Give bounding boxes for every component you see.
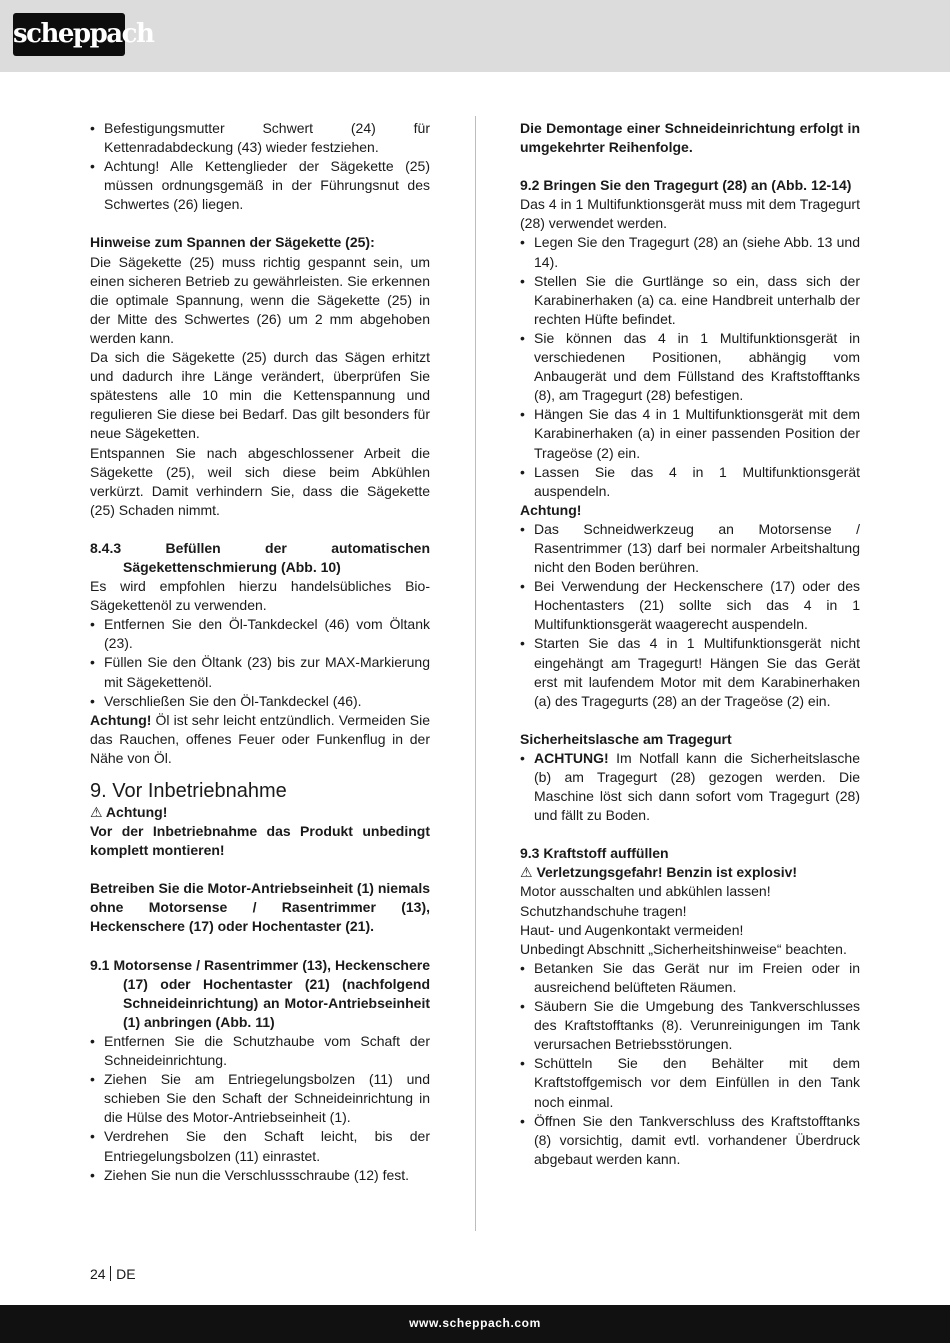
bottom-bar [0, 1305, 950, 1343]
fuel-bullet-list [520, 959, 860, 1169]
chapter-heading-9: 9. Vor Inbetriebnahme [90, 780, 287, 802]
paragraph: Unbedingt Abschnitt „Sicherheitshinweise“ beachten. [520, 940, 847, 957]
section-heading-9-2: 9.2 Bringen Sie den Tragegurt (28) an (Abb. 12-14) [520, 177, 852, 194]
list-item: • Lassen Sie das 4 in 1 Multifunktionsgerät auspendeln. [520, 463, 860, 501]
column-divider [475, 116, 476, 1231]
paragraph: Schutzhandschuhe tragen! [520, 902, 687, 919]
section-heading-8-4-3: 8.4.3 Befüllen der automatischen Sägekettenschmierung (Abb. 10) [90, 539, 430, 575]
brand-logo: scheppach [13, 13, 125, 56]
list-item: • Legen Sie den Tragegurt (28) an (siehe Abb. 13 und 14). [520, 233, 860, 271]
list-item: • Entfernen Sie die Schutzhaube vom Schaft der Schneideinrichtung. [90, 1032, 430, 1070]
footer-separator [110, 1266, 112, 1281]
list-item: • Säubern Sie die Umgebung des Tankverschlusses des Kraftstofftanks (8). Verunreinigungen im Tank verursachen Betriebsstörungen. [520, 997, 860, 1054]
list-item: • Verdrehen Sie den Schaft leicht, bis der Entriegelungsbolzen (11) einrastet. [90, 1127, 430, 1165]
mount-bullet-list [90, 1032, 430, 1185]
list-item: • Sie können das 4 in 1 Multifunktionsgerät in verschiedenen Positionen, abhängig vom Anbaugerät und dem Füllstand des Kraftstofftanks (8), am Tragegurt (28) befestigen. [520, 329, 860, 405]
list-item: • Ziehen Sie nun die Verschlussschraube (12) fest. [90, 1166, 430, 1185]
list-item: • Entfernen Sie den Öl-Tankdeckel (46) vom Öltank (23). [90, 615, 430, 653]
warning-heading: ⚠ Achtung! [90, 804, 168, 820]
list-item: • Das Schneidwerkzeug an Motorsense / Rasentrimmer (13) darf bei normaler Arbeitshaltung nicht den Boden berühren. [520, 520, 860, 577]
list-item: • Hängen Sie das 4 in 1 Multifunktionsgerät mit dem Karabinerhaken (a) in einer passenden Position der Trageöse (2) ein. [520, 405, 860, 462]
list-item: • Achtung! Alle Kettenglieder der Sägekette (25) müssen ordnungsgemäß in der Führungsnut des Schwertes (26) liegen. [90, 157, 430, 214]
attention-label: Achtung! [520, 501, 582, 518]
warning-heading: ⚠ Verletzungsgefahr! Benzin ist explosiv! [520, 864, 798, 881]
paragraph: Haut- und Augenkontakt vermeiden! [520, 921, 744, 938]
list-item: • Betanken Sie das Gerät nur im Freien oder in ausreichend belüfteten Räumen. [520, 959, 860, 997]
warning-triangle-icon: ⚠ [90, 804, 103, 820]
list-item: • Stellen Sie die Gurtlänge so ein, dass sich der Karabinerhaken (a) ca. eine Handbreit unterhalb der rechten Hüfte befindet. [520, 272, 860, 329]
list-item: • Ziehen Sie am Entriegelungsbolzen (11) und schieben Sie den Schaft der Schneideinrichtung in die Hülse des Motor-Antriebseinheit (1). [90, 1070, 430, 1127]
header-bar [0, 0, 950, 72]
bold-paragraph: Betreiben Sie die Motor-Antriebseinheit (1) niemals ohne Motorsense / Rasentrimmer (13), Heckenschere (17) oder Hochentaster (21). [90, 880, 430, 935]
warning-paragraph: Vor der Inbetriebnahme das Produkt unbedingt komplett montieren! [90, 823, 430, 859]
section-heading-9-1: 9.1 Motorsense / Rasentrimmer (13), Heckenschere (17) oder Hochentaster (21) (nachfolgend Schneideinrichtung) an Motor-Antriebseinheit (1) anbringen (Abb. 11) [90, 956, 430, 1030]
right-column [520, 119, 860, 1169]
list-item: • Schütteln Sie den Behälter mit dem Kraftstoffgemisch vor dem Einfüllen in den Tank noch einmal. [520, 1054, 860, 1111]
list-item: • Öffnen Sie den Tankverschluss des Kraftstofftanks (8) vorsichtig, damit evtl. vorhandener Überdruck abgebaut werden kann. [520, 1112, 860, 1169]
warning-text: Öl ist sehr leicht entzündlich. Vermeiden Sie das Rauchen, offenes Feuer oder Funkenflug in der Nähe von Öl. [90, 711, 430, 766]
safety-bullet-list [520, 749, 860, 825]
list-item: • ACHTUNG! Im Notfall kann die Sicherheitslasche (b) am Tragegurt (28) gezogen werden. Die Maschine löst sich dann sofort vom Tragegurt (28) und fällt zu Boden. [520, 749, 860, 825]
paragraph: Entspannen Sie nach abgeschlossener Arbeit die Sägekette (25), weil sich diese beim Abkühlen verkürzt. Damit verhindern Sie, dass die Sägekette (25) Schaden nimmt. [90, 444, 430, 518]
language-code: DE [116, 1266, 136, 1282]
paragraph: Da sich die Sägekette (25) durch das Sägen erhitzt und dadurch ihre Länge verändert, überprüfen Sie spätestens alle 10 min die Kettenspannung und regulieren Sie diese bei Bedarf. Das gilt besonders für neue Sägeketten. [90, 349, 430, 442]
section-heading-safety-strap: Sicherheitslasche am Tragegurt [520, 730, 732, 747]
list-item: • Füllen Sie den Öltank (23) bis zur MAX-Markierung mit Sägekettenöl. [90, 653, 430, 691]
list-item: • Bei Verwendung der Heckenschere (17) oder des Hochentasters (21) sollte sich das 4 in 1 Multifunktionsgerät waagerecht auspendeln. [520, 577, 860, 634]
chain-bullet-list [90, 119, 430, 214]
attention-bullet-list [520, 520, 860, 711]
left-column [90, 119, 430, 1185]
belt-bullet-list [520, 233, 860, 500]
list-item: • Verschließen Sie den Öl-Tankdeckel (46). [90, 692, 430, 711]
paragraph: Motor ausschalten und abkühlen lassen! [520, 883, 771, 900]
paragraph: Die Sägekette (25) muss richtig gespannt sein, um einen sicheren Betrieb zu gewährleisten. Sie erkennen die optimale Spannung, wenn die Sägekette (25) in der Mitte des Schwertes (26) um 2 mm abgehoben werden kann. [90, 253, 430, 346]
bold-paragraph: Die Demontage einer Schneideinrichtung erfolgt in umgekehrter Reihenfolge. [520, 120, 860, 156]
paragraph: Das 4 in 1 Multifunktionsgerät muss mit dem Tragegurt (28) verwendet werden. [520, 196, 860, 232]
section-heading-chain-tension: Hinweise zum Spannen der Sägekette (25): [90, 234, 375, 251]
page-footer [90, 1265, 136, 1283]
page-number: 24 [90, 1266, 106, 1282]
paragraph: Es wird empfohlen hierzu handelsübliches Bio-Sägekettenöl zu verwenden. [90, 578, 430, 614]
website-link[interactable]: www.scheppach.com [409, 1316, 541, 1330]
warning-label: Achtung! [90, 711, 152, 728]
list-item: • Befestigungsmutter Schwert (24) für Kettenradabdeckung (43) wieder festziehen. [90, 119, 430, 157]
warning-triangle-icon: ⚠ [520, 864, 533, 881]
oil-bullet-list [90, 615, 430, 710]
oil-warning [90, 711, 430, 768]
list-item: • Starten Sie das 4 in 1 Multifunktionsgerät nicht eingehängt am Tragegurt! Hängen Sie das Gerät erst mit laufendem Motor mit dem Karabinerhaken (a) des Tragegurts (28) an der Trageöse (2) ein. [520, 634, 860, 710]
section-heading-9-3: 9.3 Kraftstoff auffüllen [520, 845, 669, 862]
